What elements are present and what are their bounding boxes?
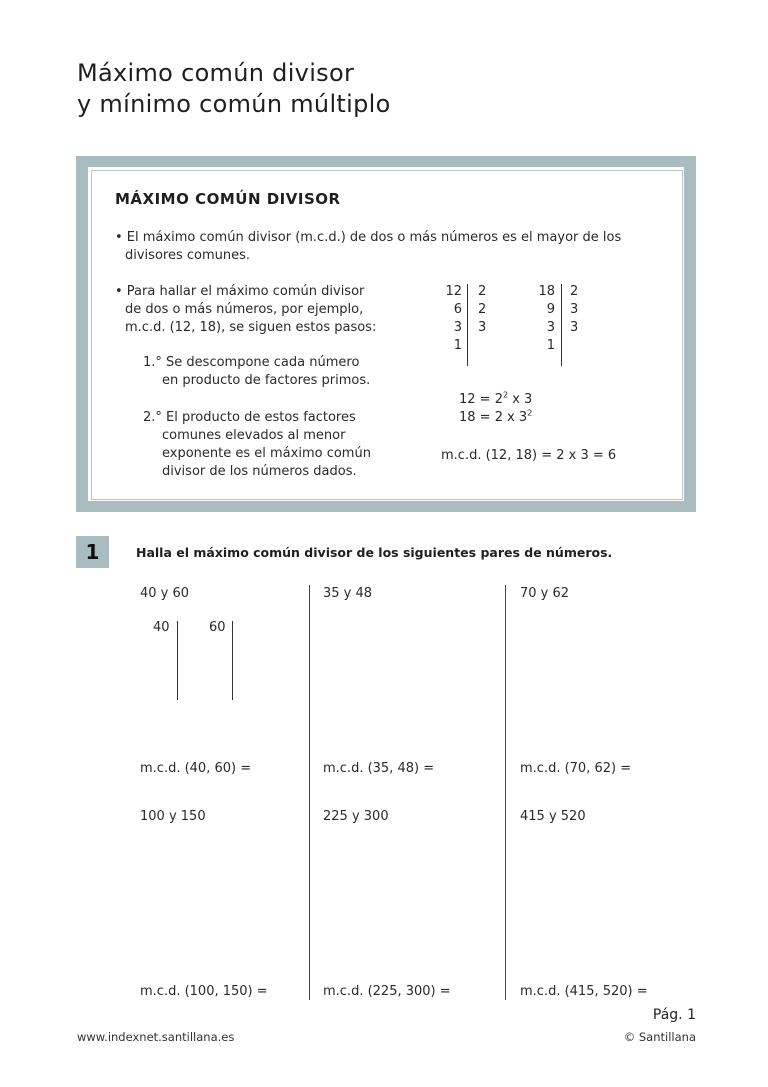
factor-60-label: 60 (209, 620, 226, 635)
equation-12-base: 12 = 2 (459, 392, 503, 407)
factor-18-divisors (570, 283, 578, 337)
step-2-line-2: comunes elevados al menor (162, 428, 346, 443)
step-2-line-3: exponente es el máximo común (162, 446, 371, 461)
bullet-definition-line-1: • El máximo común divisor (m.c.d.) de dos o más números es el mayor de los (115, 230, 622, 245)
factor-40-divider (177, 621, 178, 700)
bullet-method-line-2: de dos o más números, por ejemplo, (125, 302, 364, 317)
title-line-2: y mínimo común múltiplo (77, 90, 391, 118)
factor-18-divisor: 3 (570, 320, 579, 335)
factor-12-value: 1 (453, 338, 462, 353)
answer-label: m.c.d. (225, 300) = (323, 984, 451, 999)
bullet-definition (115, 229, 621, 265)
section-heading: MÁXIMO COMÚN DIVISOR (115, 190, 341, 208)
equation-18-exponent: 2 (527, 408, 533, 418)
factor-18-value: 18 (538, 284, 555, 299)
title-line-1: Máximo común divisor (77, 59, 355, 87)
factor-18-divisor: 2 (570, 284, 579, 299)
pair-label: 40 y 60 (140, 586, 190, 601)
factor-18-value: 9 (546, 302, 555, 317)
pair-label: 415 y 520 (520, 809, 586, 824)
step-1 (143, 354, 370, 390)
footer-website: www.indexnet.santillana.es (77, 1030, 235, 1044)
factor-18-divider (561, 284, 562, 366)
answer-label: m.c.d. (415, 520) = (520, 984, 648, 999)
column-separator-1 (309, 585, 310, 1000)
equation-18 (459, 409, 532, 427)
factor-18-dividends (530, 283, 555, 355)
factor-12-value: 6 (453, 302, 462, 317)
factor-12-divisor: 3 (478, 320, 487, 335)
factor-12-value: 12 (445, 284, 462, 299)
factor-18-value: 1 (546, 338, 555, 353)
factor-12-value: 3 (453, 320, 462, 335)
bullet-method-line-1: • Para hallar el máximo común divisor (115, 284, 365, 299)
step-1-line-2: en producto de factores primos. (162, 373, 371, 388)
factor-12-divisor: 2 (478, 284, 487, 299)
factor-12-divisors (478, 283, 486, 337)
answer-label: m.c.d. (35, 48) = (323, 761, 435, 776)
step-2 (143, 409, 371, 481)
step-1-line-1: 1.° Se descompone cada número (143, 355, 360, 370)
mcd-result: m.c.d. (12, 18) = 2 x 3 = 6 (441, 448, 617, 463)
equation-18-base: 18 = 2 x 3 (459, 410, 528, 425)
step-2-line-1: 2.° El producto de estos factores (143, 410, 356, 425)
pair-label: 70 y 62 (520, 586, 570, 601)
equation-12 (459, 391, 532, 409)
step-2-line-4: divisor de los números dados. (162, 464, 357, 479)
pair-label: 35 y 48 (323, 586, 373, 601)
factor-12-dividends (438, 283, 462, 355)
bullet-method (115, 283, 376, 337)
factor-12-divider (467, 284, 468, 366)
page-number: Pág. 1 (652, 1007, 696, 1023)
footer-copyright: © Santillana (623, 1030, 696, 1044)
column-separator-2 (505, 585, 506, 1000)
exercise-instruction: Halla el máximo común divisor de los siguientes pares de números. (136, 545, 613, 560)
factor-40-label: 40 (153, 620, 170, 635)
answer-label: m.c.d. (70, 62) = (520, 761, 632, 776)
factor-60-divider (232, 621, 233, 700)
equation-12-exponent: 2 (502, 390, 509, 400)
answer-label: m.c.d. (40, 60) = (140, 761, 252, 776)
bullet-definition-line-2: divisores comunes. (125, 248, 251, 263)
factor-12-divisor: 2 (478, 302, 487, 317)
pair-label: 100 y 150 (140, 809, 206, 824)
equation-12-rest: x 3 (508, 392, 533, 407)
factor-18-value: 3 (546, 320, 555, 335)
factor-18-divisor: 3 (570, 302, 579, 317)
answer-label: m.c.d. (100, 150) = (140, 984, 268, 999)
bullet-method-line-3: m.c.d. (12, 18), se siguen estos pasos: (125, 320, 377, 335)
exercise-number: 1 (76, 536, 109, 568)
page-title (77, 58, 391, 120)
pair-label: 225 y 300 (323, 809, 389, 824)
